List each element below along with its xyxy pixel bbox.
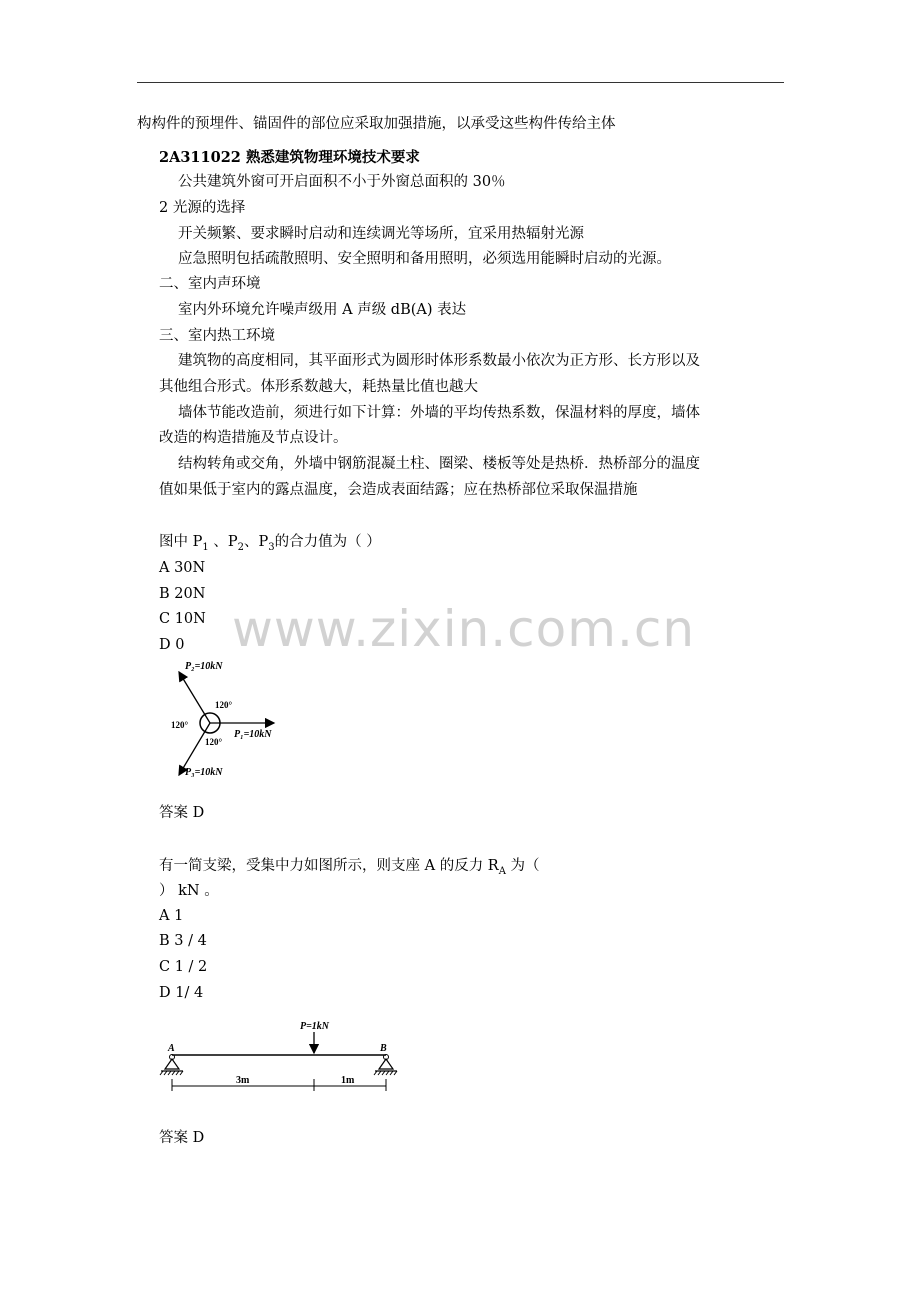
paragraph-line: 改造的构造措施及节点设计。 [159,430,348,446]
header-rule [137,82,784,83]
question-2-stem-cont: ） kN 。 [159,883,219,899]
paragraph-line: 三、室内热工环境 [159,328,275,344]
q1-prefix: 图中 [159,534,188,550]
paragraph-line: 值如果低于室内的露点温度，会造成表面结露；应在热桥部位采取保温措施 [159,482,638,498]
option-a: A 1 [159,908,184,924]
paragraph-line: 二、室内声环境 [159,276,261,292]
paragraph-line: 其他组合形式。体形系数越大，耗热量比值也越大 [159,379,478,395]
beam-diagram [158,1015,408,1100]
answer-2: 答案 D [159,1130,205,1146]
paragraph-line: 结构转角或交角，外墙中钢筋混凝土柱、圈梁、楼板等处是热桥．热桥部分的温度 [178,456,700,472]
option-c: C 1 / 2 [159,959,208,975]
dim-left-label: 3m [236,1075,250,1086]
force-diagram [160,655,290,785]
support-a [160,1055,183,1076]
dim-right-label: 1m [341,1075,355,1086]
q2-suffix: 为（ [505,858,540,874]
question-1-stem [159,533,381,557]
paragraph-line: 构构件的预埋件、锚固件的部位应采取加强措施，以承受这些构件传给主体 [137,116,616,132]
load-label: P=1kN [300,1021,330,1032]
p3-label: P₃=10kN [185,767,223,778]
paragraph-line: 2 光源的选择 [159,200,246,216]
q1-sep1: 、 [213,534,228,550]
q1-p1-sub: 1 [202,541,209,553]
q1-p1: P [192,534,203,550]
paragraph-line: 建筑物的高度相同，其平面形式为圆形时体形系数最小依次为正方形、长方形以及 [178,353,700,369]
option-b: B 20N [159,586,206,602]
question-2-stem [159,857,540,881]
watermark: www.zixin.com.cn [232,600,696,658]
force-p2-arrow [179,672,210,723]
q1-sep2: 、 [244,534,259,550]
q1-p3: P [258,534,269,550]
paragraph-line: 公共建筑外窗可开启面积不小于外窗总面积的 30％ [178,174,506,190]
angle-bottom-label: 120° [205,737,223,747]
support-b [374,1055,397,1076]
option-d: D 0 [159,637,185,653]
paragraph-line: 室内外环境允许噪声级用 A 声级 dB(A) 表达 [178,302,467,318]
q2-sub: A [498,865,506,877]
section-heading: 2A311022 熟悉建筑物理环境技术要求 [159,149,420,166]
paragraph-line: 墙体节能改造前，须进行如下计算：外墙的平均传热系数，保温材料的厚度，墙体 [178,405,700,421]
p2-label: P₂=10kN [185,661,223,672]
paragraph-line: 开关频繁、要求瞬时启动和连续调光等场所，宜采用热辐射光源 [178,226,584,242]
answer-1: 答案 D [159,805,205,821]
q1-p2: P [227,534,238,550]
support-a-label: A [168,1043,175,1054]
angle-top-label: 120° [215,700,233,710]
angle-left-label: 120° [171,720,189,730]
option-d: D 1/ 4 [159,985,204,1001]
paragraph-line: 应急照明包括疏散照明、安全照明和备用照明，必须选用能瞬时启动的光源。 [178,251,671,267]
support-b-label: B [380,1043,387,1054]
q2-prefix: 有一简支梁，受集中力如图所示，则支座 A 的反力 R [159,858,499,874]
option-a: A 30N [159,560,206,576]
option-b: B 3 / 4 [159,933,207,949]
q1-p3-sub: 3 [268,541,275,553]
p1-label: P₁=10kN [234,729,272,740]
q1-suffix: 的合力值为（ ） [274,534,381,550]
q1-p2-sub: 2 [237,541,244,553]
option-c: C 10N [159,611,206,627]
